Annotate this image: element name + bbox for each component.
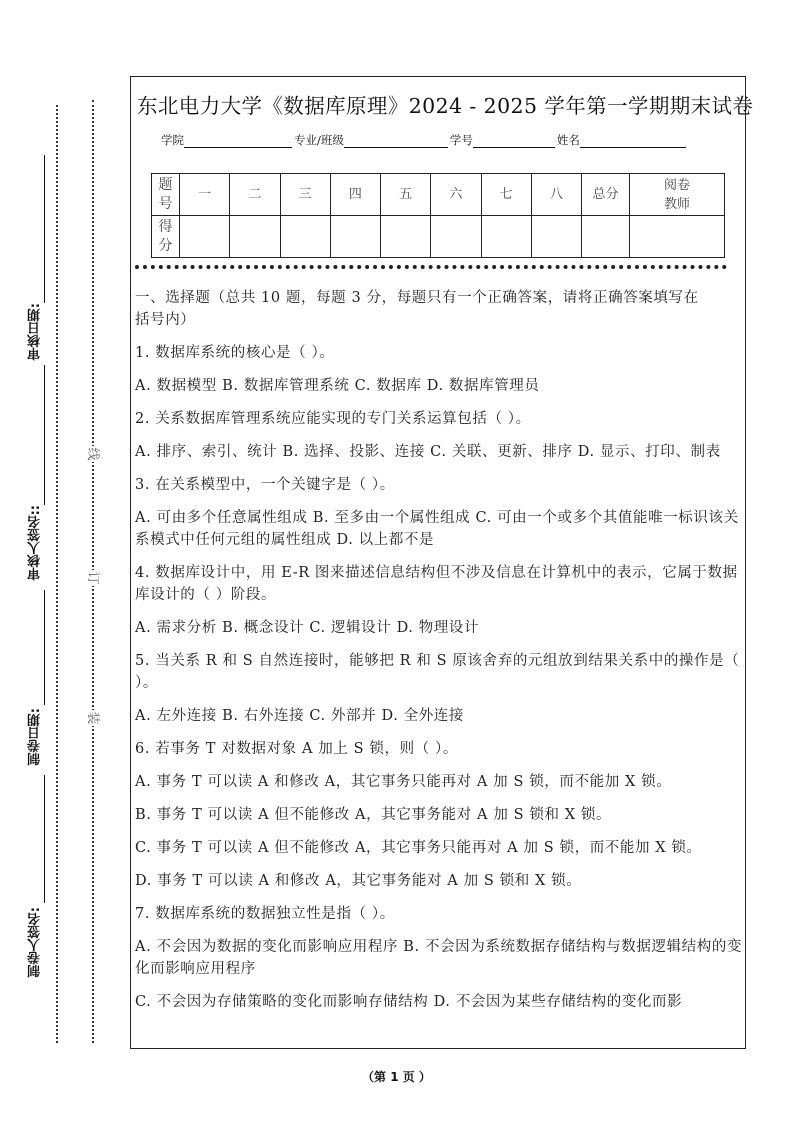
col-3-header: 三: [280, 174, 330, 216]
question-1-stem: 1. 数据库系统的核心是（ ）。: [135, 345, 335, 361]
col-2-header: 二: [230, 174, 280, 216]
exam-title: 东北电力大学《数据库原理》2024 - 2025 学年第一学期期末试卷: [137, 94, 754, 118]
section-heading: 一、选择题（总共 10 题，每题 3 分，每题只有一个正确答案，请将正确答案填写在 括号内）: [135, 290, 699, 328]
reviewer-date-line[interactable]: [44, 155, 45, 303]
score-table-score-row: [152, 216, 725, 258]
question-7-options-cd: C. 不会因为存储策略的变化而影响存储结构 D. 不会因为某些存储结构的变化而影: [135, 994, 683, 1010]
student-id-field[interactable]: [473, 135, 555, 148]
maker-sign-label: 制卷人签名:: [28, 907, 43, 978]
question-6-option-b: B. 事务 T 可以读 A 但不能修改 A，其它事务能对 A 加 S 锁和 X 锁。: [135, 807, 612, 823]
score-cell[interactable]: [531, 216, 581, 258]
question-6-stem: 6. 若事务 T 对数据对象 A 加上 S 锁，则（ ）。: [135, 741, 458, 757]
college-field[interactable]: [184, 135, 292, 148]
score-table-header-row: [152, 174, 725, 216]
exam-paper-frame: [130, 76, 754, 1049]
dotted-separator: [135, 265, 727, 269]
question-7-options-ab: A. 不会因为数据的变化而影响应用程序 B. 不会因为系统数据存储结构与数据逻辑结构的变化而影响应用程序: [135, 939, 743, 977]
major-class-field[interactable]: [344, 135, 448, 148]
maker-sign-line[interactable]: [44, 775, 45, 903]
col-7-header: 七: [481, 174, 531, 216]
bind-char-xian: 线: [85, 447, 100, 461]
maker-date-label: 制卷日期:: [28, 708, 43, 766]
score-cell[interactable]: [481, 216, 531, 258]
question-7-stem: 7. 数据库系统的数据独立性是指（ ）。: [135, 906, 395, 922]
col-6-header: 六: [431, 174, 481, 216]
question-6-option-d: D. 事务 T 可以读 A 和修改 A，其它事务能对 A 加 S 锁和 X 锁。: [135, 873, 582, 889]
col-8-header: 八: [531, 174, 581, 216]
question-5-stem: 5. 当关系 R 和 S 自然连接时，能够把 R 和 S 原该舍弃的元组放到结果关系中的操作是（ ）。: [135, 653, 740, 691]
question-3-stem: 3. 在关系模型中，一个关键字是（ ）。: [135, 477, 395, 493]
major-class-label: 专业/班级: [294, 133, 344, 147]
question-2-stem: 2. 关系数据库管理系统应能实现的专门关系运算包括（ ）。: [135, 411, 531, 427]
score-cell[interactable]: [230, 216, 280, 258]
question-5-options: A. 左外连接 B. 右外连接 C. 外部并 D. 全外连接: [135, 708, 465, 724]
bind-char-zhuang: 装: [85, 711, 100, 725]
reviewer-sign-line[interactable]: [44, 365, 45, 505]
total-score-header: 总分: [582, 174, 630, 216]
name-field[interactable]: [580, 135, 686, 148]
question-4-options: A. 需求分析 B. 概念设计 C. 逻辑设计 D. 物理设计: [135, 620, 480, 636]
section-multiple-choice: [135, 287, 743, 1024]
college-label: 学院: [161, 133, 184, 147]
grader-cell[interactable]: [630, 216, 725, 258]
maker-date-line[interactable]: [44, 590, 45, 705]
score-cell[interactable]: [431, 216, 481, 258]
score-cell[interactable]: [330, 216, 380, 258]
total-score-cell[interactable]: [582, 216, 630, 258]
question-4-stem: 4. 数据库设计中，用 E-R 图来描述信息结构但不涉及信息在计算机中的表示，它属于数据库设计的（ ）阶段。: [135, 565, 738, 603]
question-1-options: A. 数据模型 B. 数据库管理系统 C. 数据库 D. 数据库管理员: [135, 378, 540, 394]
question-6-option-c: C. 事务 T 可以读 A 但不能修改 A，其它事务只能再对 A 加 S 锁，而不能加 X 锁。: [135, 840, 702, 856]
question-6-option-a: A. 事务 T 可以读 A 和修改 A，其它事务只能再对 A 加 S 锁，而不能加 X 锁。: [135, 774, 672, 790]
col-4-header: 四: [330, 174, 380, 216]
score-row-label: 得 分: [152, 216, 180, 258]
binding-dotted-line-inner: [56, 105, 58, 1043]
name-label: 姓名: [556, 133, 580, 147]
score-table: [151, 173, 725, 258]
col-1-header: 一: [180, 174, 230, 216]
question-3-options: A. 可由多个任意属性组成 B. 至多由一个属性组成 C. 可由一个或多个其值能唯一标识该关系模式中任何元组的属性组成 D. 以上都不是: [135, 510, 739, 548]
score-cell[interactable]: [280, 216, 330, 258]
score-cell[interactable]: [180, 216, 230, 258]
page-number: （第 1 页 ）: [362, 1070, 431, 1084]
reviewer-sign-label: 审核人签名::: [28, 505, 43, 581]
bind-char-ding: 订: [85, 571, 100, 585]
student-id-label: 学号: [449, 133, 473, 147]
grader-header: 阅卷 教师: [630, 174, 725, 216]
col-5-header: 五: [381, 174, 431, 216]
student-info-row: [161, 132, 688, 148]
question-number-header: 题 号: [152, 174, 180, 216]
score-cell[interactable]: [381, 216, 431, 258]
question-2-options: A. 排序、索引、统计 B. 选择、投影、连接 C. 关联、更新、排序 D. 显示、打印、制表: [135, 444, 721, 460]
reviewer-date-label: 审核日期:: [28, 303, 43, 361]
